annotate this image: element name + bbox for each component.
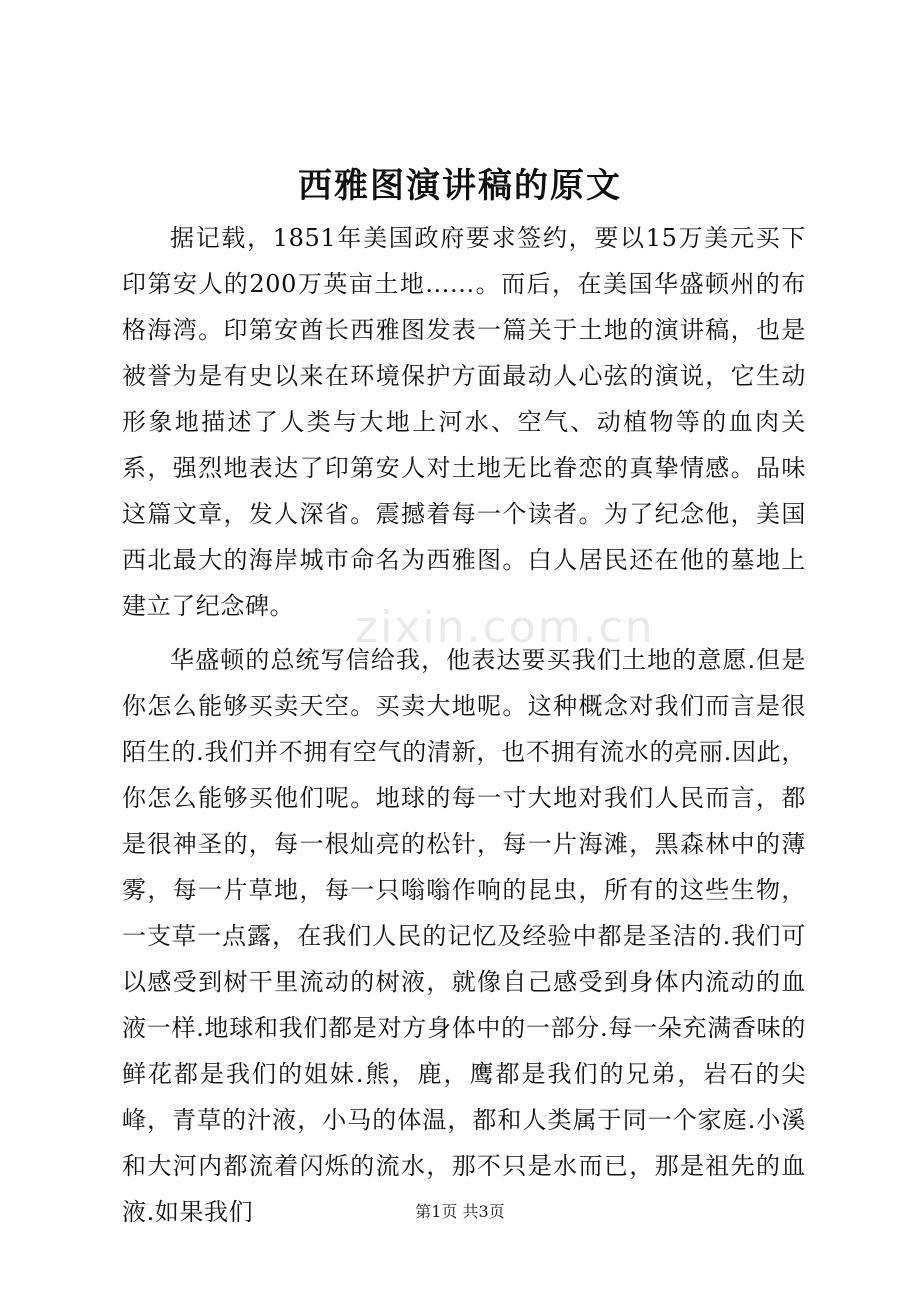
document-body [122, 215, 806, 1235]
page-footer: 第1页 共3页 [415, 1202, 505, 1221]
paragraph-1: 据记载，1851年美国政府要求签约，要以15万美元买下印第安人的200万英亩土地......。而后，在美国华盛顿州的布格海湾。印第安酋长西雅图发表一篇关于土地的演讲稿，也是被誉为是有史以来在环境保护方面最动人心弦的演说，它生动形象地描述了人类与大地上河水、空气、动植物等的血肉关系，强烈地表达了印第安人对土地无比眷恋的真挚情感。品味这篇文章，发人深省。震撼着每一个读者。为了纪念他，美国西北最大的海岸城市命名为西雅图。白人居民还在他的墓地上建立了纪念碑。 [122, 224, 806, 620]
paragraph-2: 华盛顿的总统写信给我，他表达要买我们土地的意愿.但是你怎么能够买卖天空。买卖大地呢。这种概念对我们而言是很陌生的.我们并不拥有空气的清新，也不拥有流水的亮丽.因此，你怎么能够买他们呢。地球的每一寸大地对我们人民而言，都是很神圣的，每一根灿亮的松针，每一片海滩，黑森林中的薄雾，每一片草地，每一只嗡嗡作响的昆虫，所有的这些生物，一支草一点露，在我们人民的记忆及经验中都是圣洁的.我们可以感受到树干里流动的树液，就像自己感受到身体内流动的血液一样.地球和我们都是对方身体中的一部分.每一朵充满香味的鲜花都是我们的姐妹.熊，鹿，鹰都是我们的兄弟，岩石的尖峰，青草的汁液，小马的体温，都和人类属于同一个家庭.小溪和大河内都流着闪烁的流水，那不只是水而已，那是祖先的血液.如果我们 [122, 646, 806, 1226]
watermark: zixin.com.cn [355, 602, 655, 653]
document-title: 西雅图演讲稿的原文 [298, 166, 622, 206]
